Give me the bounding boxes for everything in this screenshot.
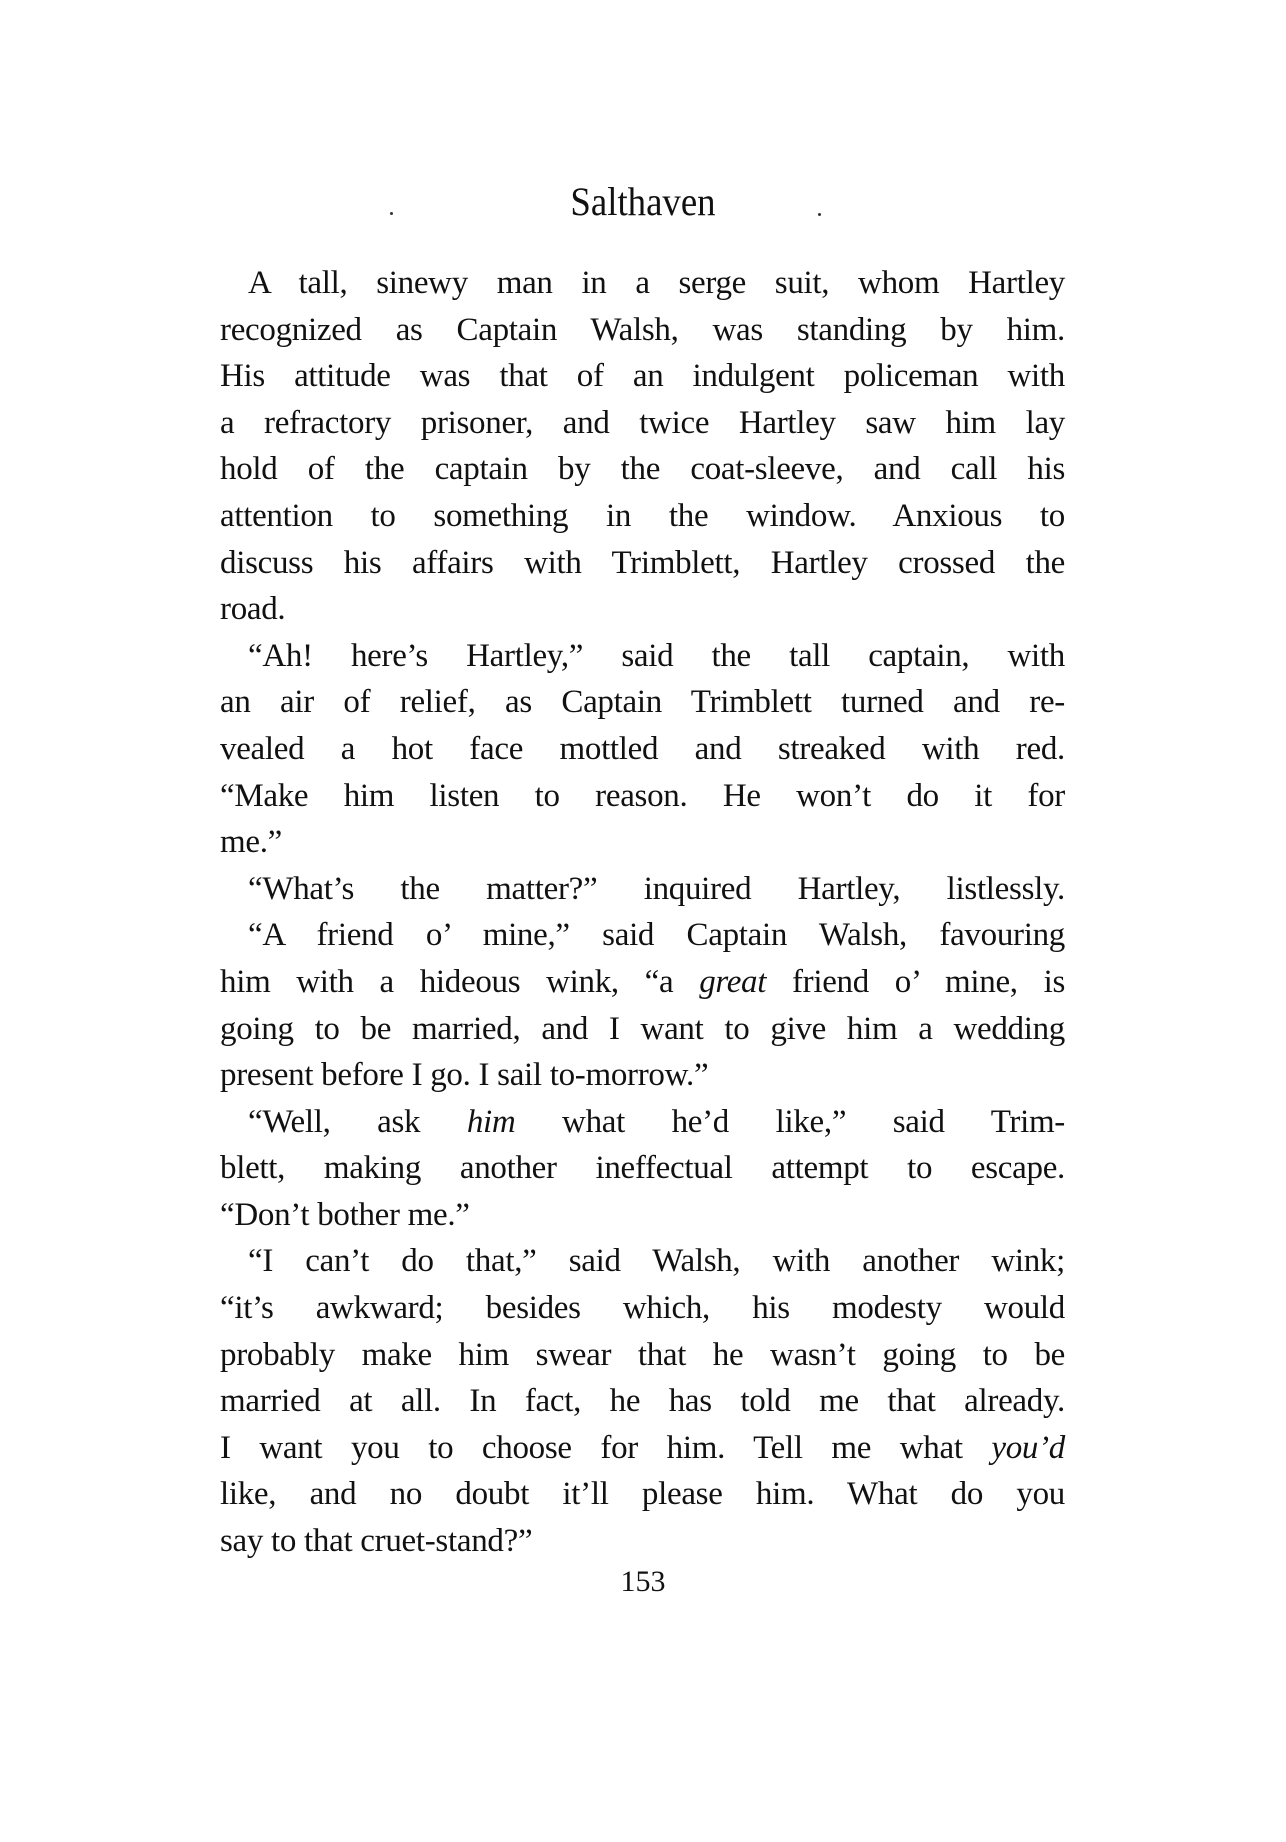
running-head: Salthaven bbox=[570, 179, 716, 224]
speck-mark bbox=[818, 213, 821, 216]
text-line: hold of the captain by the coat-sleeve, and call his bbox=[220, 451, 1065, 488]
text-line: recognized as Captain Walsh, was standing by him. bbox=[220, 311, 1065, 348]
text-line: “Make him listen to reason. He won’t do it for bbox=[220, 777, 1065, 814]
text-run: I want you to choose for him. Tell me what bbox=[220, 1429, 992, 1466]
text-line bbox=[220, 1425, 1065, 1472]
text-line: me.” bbox=[220, 824, 283, 861]
italic-text: him bbox=[466, 1103, 516, 1140]
text-line: probably make him swear that he wasn’t going to be bbox=[220, 1336, 1065, 1373]
text-line bbox=[220, 959, 1065, 1006]
text-line: discuss his affairs with Trimblett, Hartley crossed the bbox=[220, 544, 1065, 581]
body-text bbox=[220, 260, 1065, 1565]
text-line: road. bbox=[220, 591, 286, 628]
text-line: a refractory prisoner, and twice Hartley saw him lay bbox=[220, 404, 1065, 441]
text-line bbox=[220, 1099, 1065, 1146]
text-line: “Don’t bother me.” bbox=[220, 1196, 470, 1233]
text-line: like, and no doubt it’ll please him. What do you bbox=[220, 1476, 1065, 1513]
text-line: A tall, sinewy man in a serge suit, whom Hartley bbox=[248, 265, 1065, 301]
text-line: His attitude was that of an indulgent policeman with bbox=[220, 358, 1065, 395]
text-line: blett, making another ineffectual attempt to escape. bbox=[220, 1150, 1065, 1187]
text-line: say to that cruet-stand?” bbox=[220, 1523, 533, 1560]
text-run: “Well, ask bbox=[248, 1103, 467, 1140]
text-line: present before I go. I sail to-morrow.” bbox=[220, 1057, 709, 1094]
text-line: “I can’t do that,” said Walsh, with another wink; bbox=[248, 1243, 1065, 1280]
text-run: friend o’ mine, is bbox=[766, 963, 1065, 1000]
text-run: what he’d like,” said Trim- bbox=[515, 1103, 1066, 1140]
text-line: married at all. In fact, he has told me that already. bbox=[220, 1383, 1065, 1420]
text-line: vealed a hot face mottled and streaked with red. bbox=[220, 730, 1065, 767]
page-number: 153 bbox=[620, 1565, 666, 1598]
italic-text: you’d bbox=[991, 1429, 1065, 1466]
text-line: “Ah! here’s Hartley,” said the tall captain, with bbox=[248, 637, 1065, 674]
italic-text: great bbox=[699, 963, 767, 1000]
text-line: “it’s awkward; besides which, his modesty would bbox=[220, 1290, 1065, 1327]
text-line: “A friend o’ mine,” said Captain Walsh, favouring bbox=[248, 917, 1065, 954]
text-run: him with a hideous wink, “a bbox=[220, 963, 700, 1000]
text-line: “What’s the matter?” inquired Hartley, listlessly. bbox=[248, 870, 1065, 907]
text-line: an air of relief, as Captain Trimblett turned and re- bbox=[220, 684, 1065, 721]
text-line: attention to something in the window. Anxious to bbox=[220, 497, 1065, 534]
text-line: going to be married, and I want to give him a wedding bbox=[220, 1010, 1065, 1047]
speck-mark bbox=[390, 212, 393, 215]
